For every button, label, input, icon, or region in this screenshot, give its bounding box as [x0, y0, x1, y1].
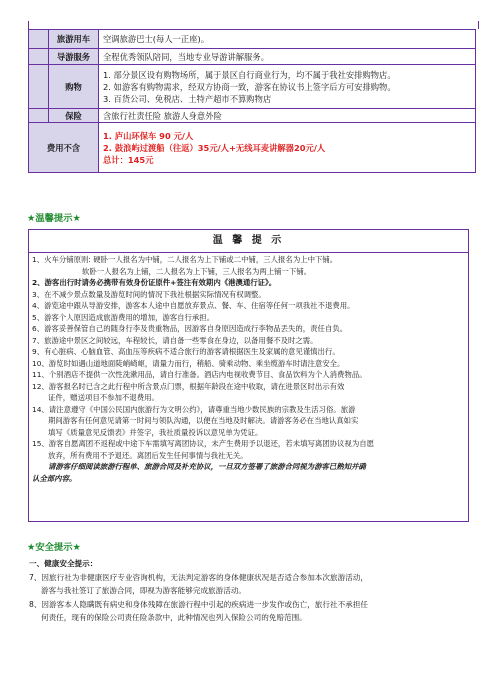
- table-row: [29, 65, 476, 109]
- safety-item: 8、因游客本人隐瞒既有病史和身体残障在旅游行程中引起的疾病进一步发作或伤亡，旅行社不承担任: [29, 599, 368, 609]
- row-label: 购物: [49, 65, 99, 109]
- row-spacer: [29, 49, 49, 65]
- row-value: [99, 109, 476, 123]
- row-line: 2. 如游客有购物需求，经双方协商一致，游客在协议书上签字后方可安排购物。: [103, 81, 396, 92]
- row-line: 总计：145元: [103, 154, 154, 165]
- row-label: 费用不含: [29, 123, 99, 173]
- notice-line: 软卧一人报名为上铺，二人报名为上下铺，三人报名为两上铺一下铺。: [82, 266, 312, 276]
- row-spacer: [29, 65, 49, 109]
- safety-section: [29, 557, 473, 625]
- table-row: [29, 123, 476, 173]
- notice-line: 5、游客个人原因造成旅游费用的增加，游客自行承担。: [32, 312, 215, 322]
- row-value: [99, 30, 476, 49]
- row-line: 3. 百货公司、免税店、土特产超市不算购物店: [103, 93, 272, 104]
- safety-heading: ★安全提示★: [27, 542, 81, 553]
- notice-line: 放弃，所有费用不予退还。离团后发生任何事情与我社无关。: [48, 450, 248, 460]
- row-line: 空调旅游巴士(每人一正座)。: [103, 34, 210, 44]
- row-line: 1. 部分景区设有购物场所，属于景区自行商业行为，均不属于我社安排购物店。: [103, 69, 396, 80]
- safety-title: 一、健康安全提示：: [29, 559, 98, 568]
- notice-line: 1、火车分铺原则: 硬卧一人报名为中铺，二人报名为上下铺或二中铺，三人报名为上中下铺。: [32, 255, 338, 264]
- table-row: [29, 49, 476, 65]
- notice-line: 10、游览时如遇山道地面陡峭崎岖，请量力而行，稍船、骑乘动物、乘坐缆游车时请注意安全。: [32, 358, 345, 368]
- row-value: [99, 65, 476, 109]
- notice-box: [28, 229, 469, 522]
- table-top-edge: [28, 21, 479, 29]
- notice-line: 15、游客自愿离团不返程或中途下车需填写离团协议，未产生费用予以退还，若未填写离团协议视为自愿: [32, 439, 374, 448]
- notice-line: 11、个别酒店不提供一次性洗漱用品，请自行准备。酒店内电视收费节目、食品饮料为个人消费物品。: [32, 370, 367, 379]
- row-spacer: [29, 109, 49, 123]
- notice-body: [29, 253, 468, 484]
- notice-title: 温 馨 提 示: [29, 230, 468, 253]
- table-row: [29, 109, 476, 123]
- row-spacer: [29, 30, 49, 49]
- row-line: 全程优秀领队陪同，当地专业导游讲解服务。: [103, 51, 269, 62]
- row-value: [99, 49, 476, 65]
- row-line: 2. 鼓浪屿过渡船（往返）35元/人+无线耳麦讲解器20元/人: [103, 142, 326, 153]
- notice-line: 证件，赠送项目不参加不退费用。: [48, 393, 159, 402]
- notice-line: 9、有心脏病、心脑血管、高血压等疾病不适合旅行的游客请根据医生及家属的意见谨慎出行。: [32, 347, 340, 356]
- row-value: [99, 123, 476, 173]
- safety-item: 7、因旅行社为非健康医疗专业咨询机构，无法判定游客的身体健康状况是否适合参加本次旅游活动，: [29, 572, 368, 582]
- row-label: 旅游用车: [49, 30, 99, 49]
- notice-line: 14、请注意遵守《中国公民国内旅游行为文明公约》，请尊重当地少数民族的宗教及生活习俗。旅游: [32, 404, 356, 414]
- notice-line: 3、在不减少景点数量及游览时间的情况下我社根据实际情况有权调整。: [32, 289, 266, 299]
- notice-line: 4、游览途中跟从导游安排，游客本人途中自愿放弃景点、餐、车、住宿等任何一项我社不退费用。: [32, 301, 355, 310]
- notice-line: 请游客仔细阅读旅游行程单、旅游合同及补充协议，一旦双方签署了旅游合同视为游客已熟知并确: [48, 462, 366, 471]
- notice-line: 认全部内容。: [32, 473, 77, 483]
- service-table: [28, 29, 476, 173]
- row-label: 导游服务: [49, 49, 99, 65]
- notice-line: 期间游客有任何意见请第一时间与领队沟通，以便在当地及时解决。请游客务必在当地认真如实: [48, 416, 359, 425]
- row-line: 1. 庐山环保车 90 元/人: [103, 130, 194, 141]
- row-line: 含旅行社责任险 旅游人身意外险: [103, 110, 222, 121]
- safety-item-continued: 何责任，现有的保险公司责任险条款中，此种情况也列入保险公司的免赔范围。: [41, 613, 307, 622]
- table-row: [29, 30, 476, 49]
- notice-line: 2、游客出行时请务必携带有效身份证原件+签注有效期内《港澳通行证》。: [32, 278, 277, 287]
- safety-item-continued: 游客与我社签订了旅游合同，即视为游客能够完成旅游活动。: [41, 586, 247, 595]
- tips-heading: ★温馨提示★: [27, 213, 81, 224]
- notice-line: 7、旅游途中景区之间较远，车程较长，请自备一些零食在身边，以备用餐不及时之需。: [32, 335, 318, 345]
- notice-line: 6、游客妥善保管自己的随身行李及贵重物品，因游客自身原因造成行李物品丢失的，责任自负。: [32, 324, 348, 333]
- notice-line: 填写《质量意见反馈表》并签字，我社质量投诉以意见单为凭证。: [48, 427, 263, 437]
- notice-line: 12、游客报名时已含之此行程中所含景点门票，根据年龄段在途中收取，请在进景区时出示有效: [32, 381, 345, 391]
- row-label: 保险: [49, 109, 99, 123]
